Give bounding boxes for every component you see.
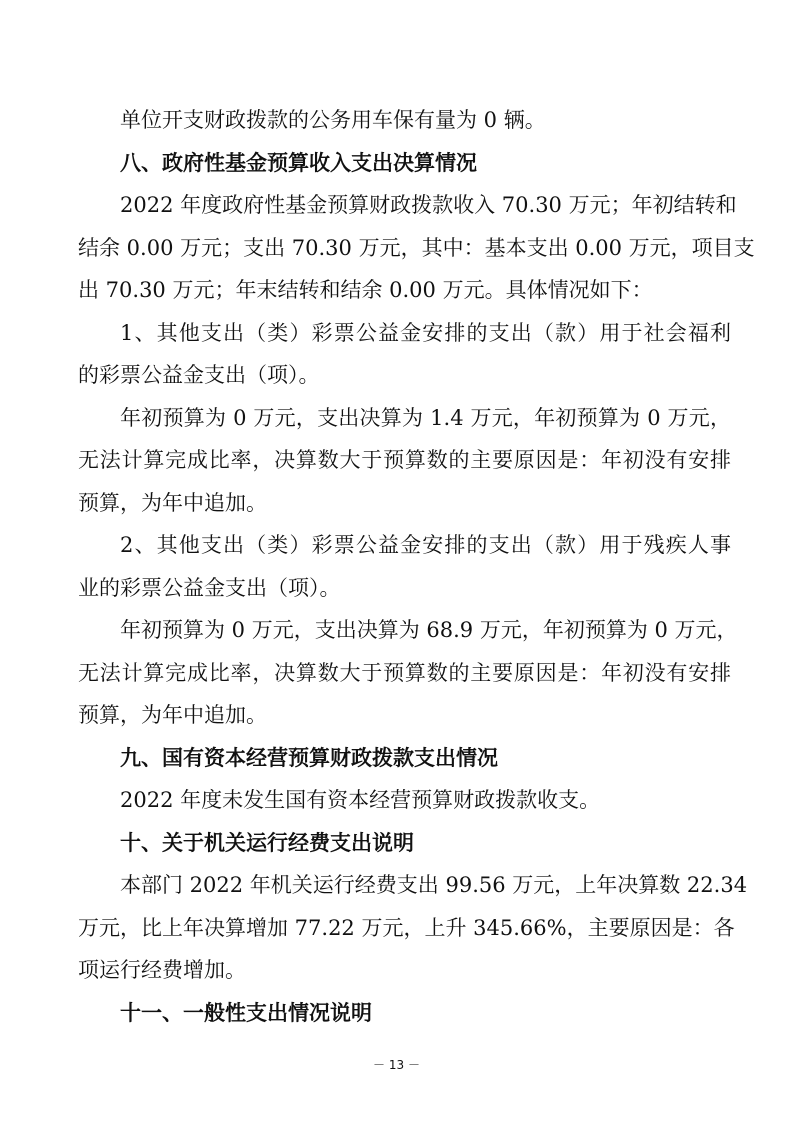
text-line: 万元，比上年决算增加 77.22 万元，上升 345.66%，主要原因是：各 bbox=[78, 915, 735, 940]
section-heading bbox=[78, 992, 731, 1035]
section-heading bbox=[78, 737, 731, 780]
paragraph bbox=[78, 184, 755, 312]
section-heading bbox=[78, 822, 731, 865]
text-line: 单位开支财政拨款的公务用车保有量为 0 辆。 bbox=[120, 108, 546, 132]
text-line: 业的彩票公益金支出（项）。 bbox=[78, 575, 341, 600]
paragraph bbox=[78, 864, 748, 992]
section-heading bbox=[78, 142, 731, 185]
text-line: 十一、一般性支出情况说明 bbox=[120, 1000, 372, 1025]
paragraph bbox=[78, 779, 731, 822]
paragraph bbox=[78, 397, 731, 525]
text-line: 无法计算完成比率，决算数大于预算数的主要原因是：年初没有安排 bbox=[78, 660, 731, 685]
text-line: 2022 年度未发生国有资本经营预算财政拨款收支。 bbox=[120, 788, 601, 812]
page-number: － 13 － bbox=[373, 1058, 420, 1072]
text-line: 无法计算完成比率，决算数大于预算数的主要原因是：年初没有安排 bbox=[78, 448, 731, 472]
text-line: 十、关于机关运行经费支出说明 bbox=[120, 830, 414, 855]
paragraph bbox=[78, 312, 731, 397]
text-line: 年初预算为 0 万元，支出决算为 1.4 万元，年初预算为 0 万元， bbox=[120, 405, 731, 430]
text-line: 本部门 2022 年机关运行经费支出 99.56 万元，上年决算数 22.34 bbox=[120, 873, 748, 897]
text-line: 预算，为年中追加。 bbox=[78, 490, 267, 515]
document-body bbox=[78, 99, 755, 1034]
text-line: 九、国有资本经营预算财政拨款支出情况 bbox=[120, 745, 498, 770]
text-line: 2022 年度政府性基金预算财政拨款收入 70.30 万元；年初结转和 bbox=[120, 193, 737, 217]
paragraph bbox=[78, 609, 738, 737]
text-line: 八、政府性基金预算收入支出决算情况 bbox=[120, 150, 477, 175]
text-line: 项运行经费增加。 bbox=[78, 958, 246, 982]
text-line: 结余 0.00 万元；支出 70.30 万元，其中：基本支出 0.00 万元，项目支 bbox=[78, 235, 755, 260]
text-line: 出 70.30 万元；年末结转和结余 0.00 万元。具体情况如下： bbox=[78, 278, 653, 302]
paragraph bbox=[78, 99, 731, 142]
text-line: 年初预算为 0 万元，支出决算为 68.9 万元，年初预算为 0 万元， bbox=[120, 618, 738, 642]
paragraph bbox=[78, 524, 731, 609]
text-line: 的彩票公益金支出（项）。 bbox=[78, 363, 320, 387]
text-line: 预算，为年中追加。 bbox=[78, 703, 267, 727]
text-line: 2、其他支出（类）彩票公益金安排的支出（款）用于残疾人事 bbox=[120, 533, 731, 557]
text-line: 1、其他支出（类）彩票公益金安排的支出（款）用于社会福利 bbox=[120, 320, 731, 345]
